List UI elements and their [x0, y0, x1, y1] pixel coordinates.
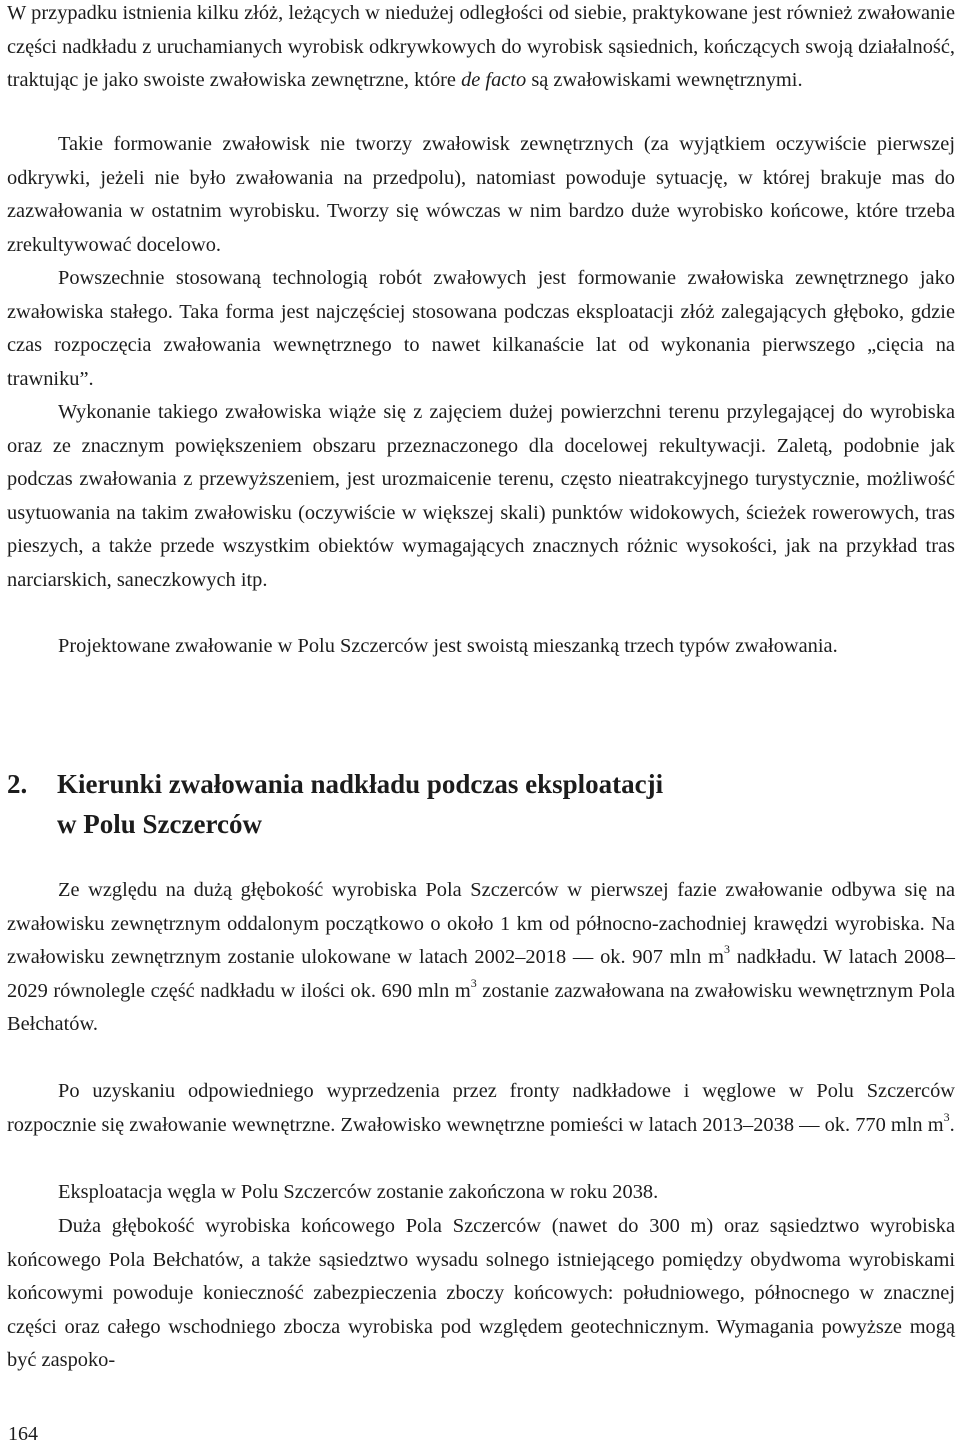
- paragraph-first-phase-dumping: [7, 874, 955, 1042]
- paragraph-mining-end: [7, 1176, 955, 1210]
- paragraph-slope-protection: [7, 1210, 955, 1378]
- page-number: 164: [8, 1423, 38, 1445]
- paragraph-text: są zwałowiskami wewnętrznymi.: [526, 69, 803, 92]
- paragraph-dump-formation: [7, 128, 955, 262]
- superscript-cubic: 3: [943, 1109, 950, 1124]
- paragraph-text: Takie formowanie zwałowisk nie tworzy zwałowisk zewnętrznych (za wyjątkiem oczywiście pierwszej odkrywki, jeżeli nie było zwałowania na przedpolu), natomiast powoduje sytuację, w której brakuje mas do zazwałowania w ostatnim wyrobisku. Tworzy się wówczas w nim bardzo duże wyrobisko końcowe, które trzeba zrekultywować docelowo.: [7, 133, 955, 256]
- section-title-line1: Kierunki zwałowania nadkładu podczas eksploatacji: [57, 769, 664, 799]
- paragraph-szczercow-mix: [7, 630, 955, 664]
- paragraph-adjacent-deposits: [7, 0, 955, 98]
- section-number: 2.: [7, 769, 28, 799]
- paragraph-text: .: [949, 1113, 955, 1136]
- superscript-cubic: 3: [470, 975, 477, 990]
- paragraph-text: zostanie zazwałowana na zwałowisku wewnętrznym Pola Bełchatów.: [7, 979, 955, 1036]
- paragraph-text: Eksploatacja węgla w Polu Szczerców zostanie zakończona w roku 2038.: [58, 1181, 659, 1203]
- paragraph-text: Powszechnie stosowaną technologią robót zwałowych jest formowanie zwałowiska zewnętrznego jako zwałowiska stałego. Taka forma jest najczęściej stosowana podczas eksploatacji złóż zalegających głęboko, gdzie czas rozpoczęcia zwałowania wewnętrznego to nawet kilkanaście lat od wykonania pierwszego „cięcia na trawniku”.: [7, 267, 955, 390]
- paragraph-internal-dumping: [7, 1075, 955, 1142]
- superscript-cubic: 3: [723, 942, 730, 957]
- paragraph-text: Ze względu na dużą głębokość wyrobiska Pola Szczerców w pierwszej fazie zwałowanie odbywa się na zwałowisku zewnętrznym oddalonym początkowo o około 1 km od północno-zachodniej krawędzi wyrobiska. Na zwałowisku zewnętrznym zostanie ulokowane w latach 2002–2018 — ok. 907 mln m: [7, 879, 955, 969]
- paragraph-text: Projektowane zwałowanie w Polu Szczerców jest swoistą mieszanką trzech typów zwałowania.: [58, 635, 838, 657]
- paragraph-text: W przypadku istnienia kilku złóż, leżących w niedużej odległości od siebie, praktykowane jest również zwałowanie części nadkładu z uruchamianych wyrobisk odkrywkowych do wyrobisk sąsiednich, kończących swoją działalność, traktując je jako swoiste zwałowiska zewnętrzne, które: [7, 2, 955, 92]
- paragraph-external-dump-technology: [7, 262, 955, 396]
- section-heading: [7, 764, 947, 844]
- paragraph-text: Wykonanie takiego zwałowiska wiąże się z zajęciem dużej powierzchni terenu przylegającej do wyrobiska oraz ze znacznym powiększeniem obszaru przeznaczonego dla docelowej rekultywacji. Zaletą, podobnie jak podczas zwałowania z przewyższeniem, jest urozmaicenie terenu, często nieatrakcyjnego turystycznie, możliwość usytuowania na takim zwałowisku (oczywiście w większej skali) punktów widokowych, ścieżek rowerowych, tras pieszych, a także przede wszystkim obiektów wymagających znacznych różnic wysokości, jak na przykład tras narciarskich, saneczkowych itp.: [7, 401, 955, 591]
- paragraph-dump-advantages: [7, 396, 955, 598]
- paragraph-text: Po uzyskaniu odpowiedniego wyprzedzenia przez fronty nadkładowe i węglowe w Polu Szczerców rozpocznie się zwałowanie wewnętrzne. Zwałowisko wewnętrzne pomieści w latach 2013–2038 — ok. 770 mln m: [7, 1080, 955, 1136]
- paragraph-text: nadkładu. W latach 2008–2029 równolegle część nadkładu w ilości ok. 690 mln m: [7, 946, 955, 1002]
- section-title-line2: w Polu Szczerców: [57, 809, 262, 839]
- italic-term: de facto: [461, 69, 527, 92]
- paragraph-text: Duża głębokość wyrobiska końcowego Pola Szczerców (nawet do 300 m) oraz sąsiedztwo wyrobiska końcowego Pola Bełchatów, a także sąsiedztwo wysadu solnego istniejącego pomiędzy obydwoma wyrobiskami końcowymi powoduje konieczność zabezpieczenia zboczy końcowych: południowego, północnego w znacznej części oraz całego wschodniego zbocza wyrobiska pod względem geotechnicznym. Wymagania powyższe mogą być zaspoko-: [7, 1215, 955, 1372]
